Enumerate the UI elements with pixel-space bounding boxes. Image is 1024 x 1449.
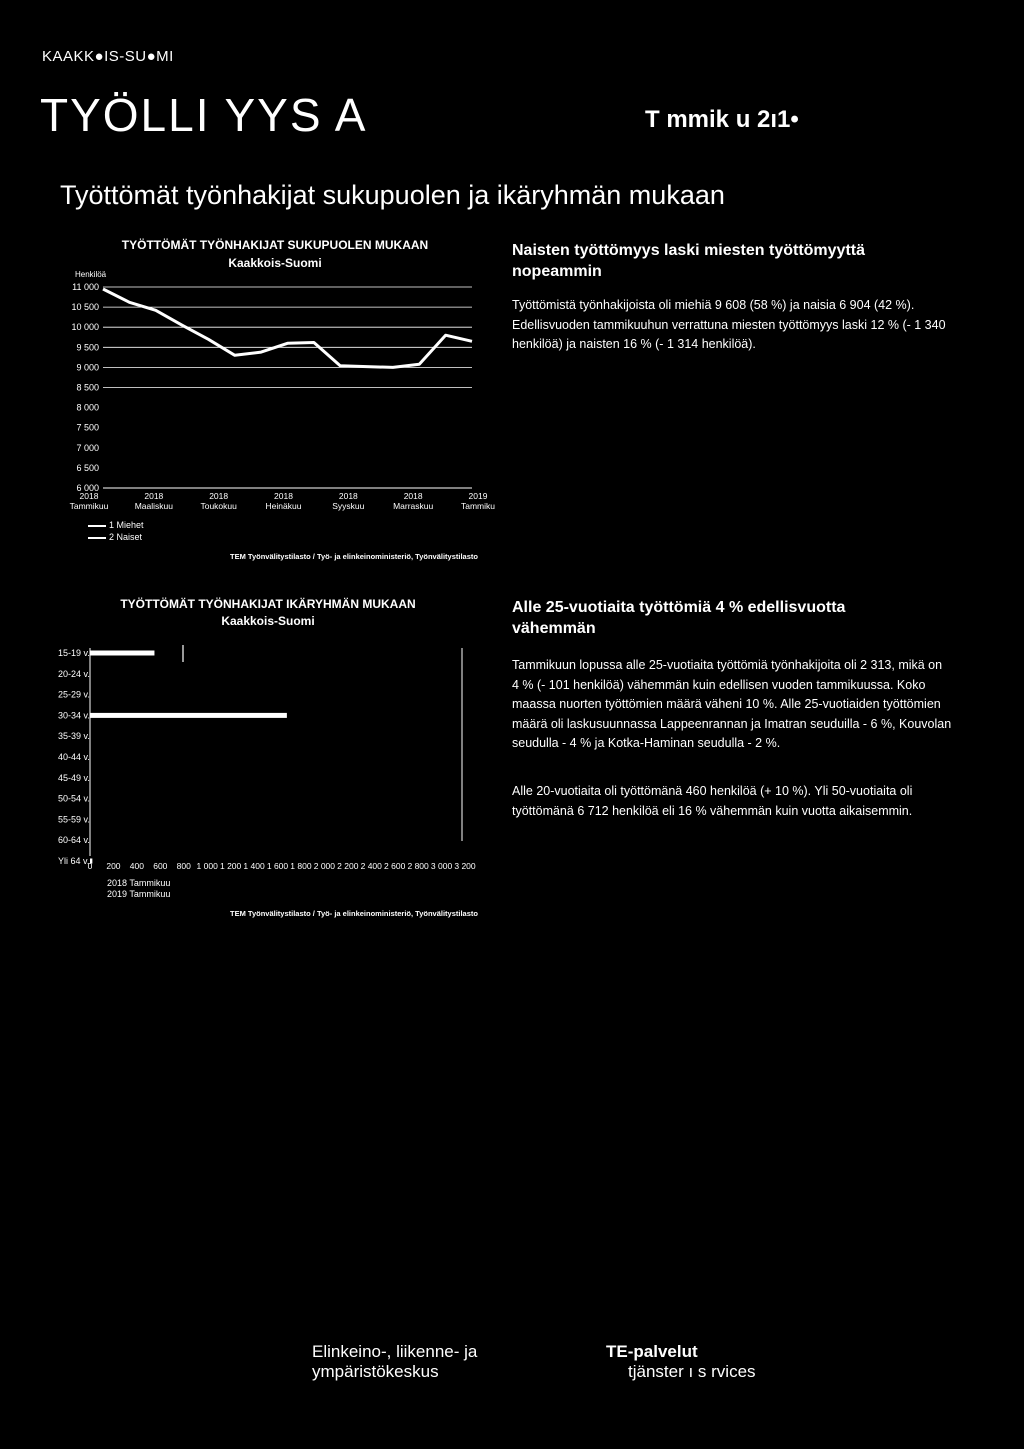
- chart2-legend: [107, 878, 170, 900]
- x-tick-label: 2 600: [384, 861, 406, 871]
- x-tick-label: 600: [153, 861, 168, 871]
- y-tick-label: 7 000: [76, 442, 99, 453]
- x-tick-label: 1 200: [219, 861, 242, 871]
- age-category-label: Yli 64 v.: [58, 856, 90, 866]
- x-tick-label: 200: [106, 861, 121, 871]
- legend-item-2019: 2019 Tammikuu: [107, 889, 171, 899]
- x-tick-label: Heinäkuu: [265, 501, 302, 511]
- chart1-subtitle: Kaakkois-Suomi: [228, 256, 322, 270]
- y-tick-label: 6 000: [76, 483, 99, 493]
- y-tick-label: 8 000: [76, 402, 99, 413]
- age-category-label: 30-34 v.: [58, 710, 90, 721]
- x-tick-label: Tammiku: [460, 501, 496, 511]
- chart1-source: TEM Työnvälitystilasto / Työ- ja elinkeinoministeriö, Työnvälitystilasto: [230, 552, 478, 561]
- x-tick-label: 2019: [468, 491, 488, 501]
- text2-paragraph-1: Tammikuun lopussa alle 25-vuotiaita työttömiä työnhakijoita oli 2 313, mikä on 4 % (- 101 henkilöä) vähemmän kuin edellisen vuoden tammikuussa. Koko maassa nuorten työttömien määrä väheni 10 %. Alle 25-vuotiaiden työttömien määrä oli laskusuunnassa Lappeenrannan ja Imatran seuduilla - 6 %, Kouvolan seudulla - 4 % ja Kotka-Haminan seudulla - 2 %.: [512, 658, 952, 750]
- page-title: TYÖLLI YYS A: [40, 89, 368, 141]
- age-category-label: 20-24 v.: [58, 668, 90, 679]
- x-tick-label: 2018: [144, 491, 164, 501]
- chart1-ylabel: Henkilöä: [75, 270, 107, 279]
- x-tick-label: Maaliskuu: [134, 501, 173, 511]
- age-category-label: 45-49 v.: [58, 772, 90, 783]
- age-category-label: 40-44 v.: [58, 752, 90, 762]
- chart2-source: TEM Työnvälitystilasto / Työ- ja elinkeinoministeriö, Työnvälitystilasto: [230, 909, 478, 918]
- y-tick-label: 9 500: [76, 342, 99, 353]
- y-tick-label: 8 500: [76, 382, 99, 393]
- x-tick-label: 2018: [274, 491, 293, 501]
- chart2-subtitle: Kaakkois-Suomi: [221, 614, 315, 628]
- text1-paragraph: Työttömistä työnhakijoista oli miehiä 9 608 (58 %) ja naisia 6 904 (42 %). Edellisvuoden tammikuuhun verrattuna miesten työttömyys laski 12 % (- 1 340 henkilöä) ja naisten 16 % (- 1 314 henkilöä).: [512, 298, 946, 351]
- period-label: T mmik u 2ı1•: [645, 106, 799, 133]
- x-tick-label: 2 200: [337, 861, 359, 871]
- x-tick-label: Syyskuu: [332, 501, 365, 511]
- ely-logo-line2: ympäristökeskus: [312, 1362, 439, 1381]
- age-bar: [90, 651, 154, 656]
- x-tick-label: 1 600: [266, 861, 289, 871]
- x-tick-label: 2018: [403, 491, 423, 501]
- text2-paragraph-2: Alle 20-vuotiaita oli työttömänä 460 henkilöä (+ 10 %). Yli 50-vuotiaita oli työttömänä 6 712 henkilöä eli 16 % vähemmän kuin vuotta aikaisemmin.: [512, 784, 913, 818]
- y-tick-label: 10 500: [71, 302, 99, 313]
- ely-logo-line1: Elinkeino-, liikenne- ja: [312, 1342, 478, 1361]
- x-tick-label: 0: [87, 861, 93, 871]
- x-tick-label: Tammikuu: [69, 501, 109, 511]
- x-tick-label: 1 000: [196, 861, 218, 871]
- x-tick-label: 2018: [209, 491, 229, 501]
- legend-label-naiset: 2 Naiset: [109, 532, 143, 542]
- x-tick-label: 2 000: [313, 861, 336, 871]
- x-tick-label: 800: [176, 861, 191, 871]
- text2-heading: Alle 25-vuotiaita työttömiä 4 % edellisvuotta vähemmän: [512, 599, 846, 637]
- y-tick-label: 6 500: [76, 462, 99, 473]
- x-tick-label: 400: [129, 861, 144, 871]
- y-tick-label: 10 000: [71, 322, 99, 333]
- age-category-label: 25-29 v.: [58, 689, 90, 700]
- region-label: KAAKK●IS-SU●MI: [42, 48, 174, 65]
- age-category-label: 50-54 v.: [58, 793, 90, 804]
- x-tick-label: Marraskuu: [393, 501, 434, 511]
- text1-heading: Naisten työttömyys laski miesten työttömyyttä nopeammin: [512, 242, 865, 280]
- section-title: Työttömät työnhakijat sukupuolen ja ikäryhmän mukaan: [60, 180, 725, 210]
- age-bar: [90, 713, 287, 718]
- x-tick-label: Toukokuu: [200, 501, 237, 511]
- ely-logo: [312, 1342, 477, 1382]
- x-tick-label: 1 800: [290, 861, 312, 871]
- x-tick-label: 2 400: [360, 861, 382, 871]
- te-logo: [606, 1342, 756, 1382]
- age-category-label: 60-64 v.: [58, 835, 90, 846]
- x-tick-label: 3 200: [454, 861, 476, 871]
- x-tick-label: 3 000: [430, 861, 453, 871]
- age-category-label: 35-39 v.: [58, 731, 90, 742]
- legend-item-2018: 2018 Tammikuu: [107, 878, 171, 888]
- age-category-label: 15-19 v.: [58, 648, 90, 658]
- x-tick-label: 1 400: [243, 861, 265, 871]
- x-tick-label: 2 800: [407, 861, 429, 871]
- y-tick-label: 9 000: [76, 362, 99, 373]
- age-category-label: 55-59 v.: [58, 814, 90, 825]
- legend-label-miehet: 1 Miehet: [109, 520, 144, 530]
- x-tick-label: 2018: [338, 491, 358, 501]
- te-logo-line2: tjänster ı s rvices: [628, 1362, 756, 1381]
- x-tick-label: 2018: [79, 491, 99, 501]
- te-logo-line1: TE-palvelut: [606, 1342, 698, 1361]
- y-tick-label: 7 500: [76, 422, 99, 433]
- chart2-title: TYÖTTÖMÄT TYÖNHAKIJAT IKÄRYHMÄN MUKAAN: [120, 597, 416, 611]
- chart1-title: TYÖTTÖMÄT TYÖNHAKIJAT SUKUPUOLEN MUKAAN: [121, 238, 429, 252]
- y-tick-label: 11 000: [72, 282, 99, 292]
- age-bar-chart: [0, 0, 520, 920]
